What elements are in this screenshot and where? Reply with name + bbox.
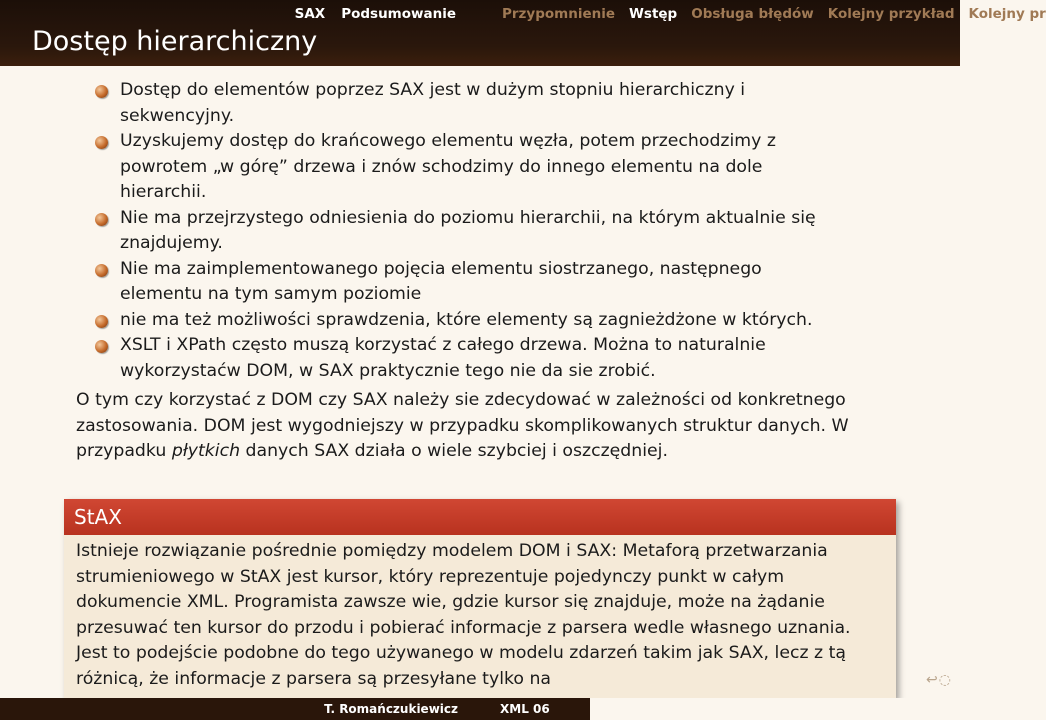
nav-item-kolejny-przyklad[interactable]: Kolejny przykład — [827, 6, 955, 22]
paragraph-emphasis: płytkich — [171, 441, 241, 461]
nav-item-sax[interactable]: SAX — [294, 6, 326, 22]
list-item — [0, 206, 840, 257]
bullet-text: nie ma też możliwości sprawdzenia, które elementy są zagnieżdżone w których. — [120, 309, 813, 330]
ball-bullet-icon — [95, 136, 108, 149]
ball-bullet-icon — [95, 315, 108, 328]
navigation-symbols-icon[interactable]: ↩◌ — [926, 672, 952, 688]
ball-bullet-icon — [95, 85, 108, 98]
list-item — [0, 78, 840, 129]
ball-bullet-icon — [95, 340, 108, 353]
slide-content — [76, 78, 916, 465]
footer-course: XML 06 — [480, 698, 590, 720]
bullet-list — [76, 78, 916, 384]
bullet-text: Dostęp do elementów poprzez SAX jest w dużym stopniu hierarchiczny i sekwencyjny. — [120, 80, 746, 126]
bullet-text: Nie ma przejrzystego odniesienia do poziomu hierarchii, na którym aktualnie się znajdujemy. — [120, 207, 816, 253]
bullet-text: Nie ma zaimplementowanego pojęcia elementu siostrzanego, następnego elementu na tym samym poziomie — [120, 258, 762, 304]
block-title: StAX — [64, 499, 896, 535]
nav-item-wstep[interactable]: Wstęp — [629, 6, 678, 22]
footer-bar — [0, 698, 960, 720]
ball-bullet-icon — [95, 213, 108, 226]
list-item — [0, 308, 840, 334]
paragraph-text-1: O tym czy korzystać z DOM czy SAX należy sie zdecydować w zależności od konkretnego zastosowania. DOM jest wygodniejszy w przypadku skomplikowanych struktur danych. W przypadku — [76, 390, 849, 461]
list-item — [0, 257, 840, 308]
block-body: Istnieje rozwiązanie pośrednie pomiędzy modelem DOM i SAX: Metaforą przetwarzania strumieniowego w StAX jest kursor, który reprezentuje pojedynczy punkt w całym dokumencie XML. Programista zawsze wie, gdzie kursor się znajduje, może na żądanie przesuwać ten kursor do przodu i pobierać informacje z parsera wedle własnego uznania. Jest to podejście podobne do tego używanego w modelu zdarzeń takim jak SAX, lecz z tą różnicą, że informacje z parsera są przesyłane tylko na — [76, 541, 851, 689]
nav-sections-left — [0, 0, 480, 28]
bullet-text: Uzyskujemy dostęp do krańcowego elementu węzła, potem przechodzimy z powrotem „w górę” drzewa i znów schodzimy do innego elementu na dole hierarchii. — [120, 131, 776, 202]
slide-title: Dostęp hierarchiczny — [32, 26, 318, 57]
paragraph-text-2: danych SAX działa o wiele szybciej i oszczędniej. — [240, 441, 668, 461]
summary-paragraph — [76, 388, 856, 465]
header-bar — [0, 0, 1046, 66]
footer-author: T. Romańczukiewicz — [0, 698, 480, 720]
list-item — [0, 333, 840, 384]
nav-subsections-right — [484, 0, 1046, 28]
nav-item-przypomnienie[interactable]: Przypomnienie — [502, 6, 616, 22]
list-item — [0, 129, 840, 206]
ball-bullet-icon — [95, 264, 108, 277]
nav-item-kolejny-pr[interactable]: Kolejny pr — [968, 6, 1046, 22]
stax-block — [64, 499, 896, 699]
footer-filler — [590, 698, 960, 720]
nav-item-podsumowanie[interactable]: Podsumowanie — [341, 6, 456, 22]
nav-item-obsluga-bledow[interactable]: Obsługa błędów — [691, 6, 814, 22]
bullet-text: XSLT i XPath często muszą korzystać z całego drzewa. Można to naturalnie wykorzystaćw DOM, w SAX praktycznie tego nie da sie zrobić. — [120, 335, 766, 381]
